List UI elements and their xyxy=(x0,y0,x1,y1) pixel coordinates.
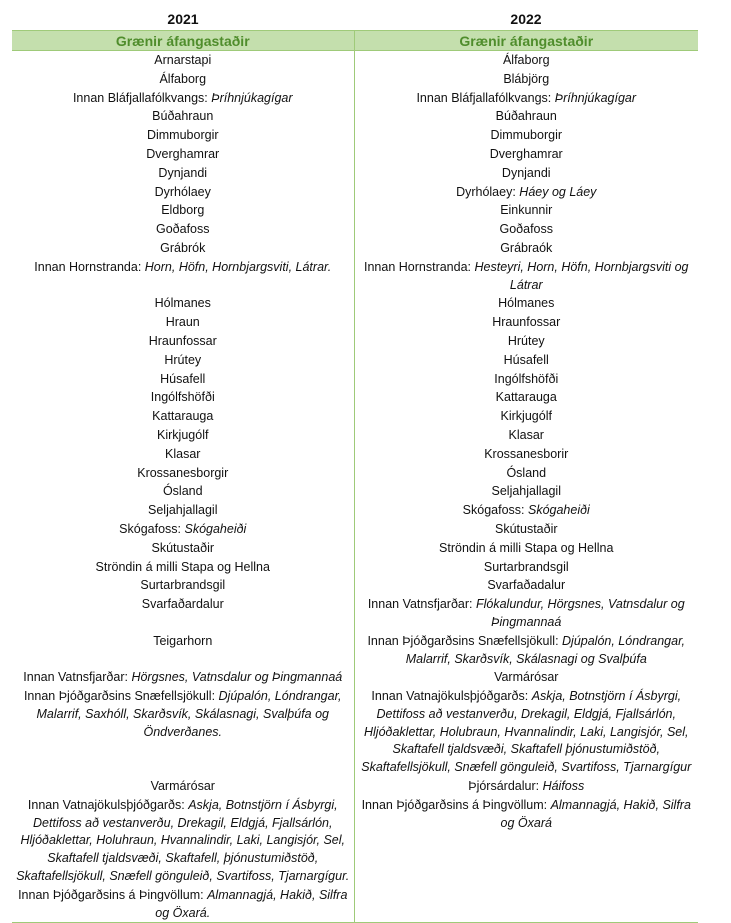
table-row xyxy=(12,520,698,539)
destination-2021-cell xyxy=(12,777,354,796)
destination-name-text: Eldborg xyxy=(161,203,205,218)
destination-2021-cell xyxy=(12,89,354,108)
destination-sites-text: Almannagjá, Hakið, Silfra og Öxará. xyxy=(155,887,348,920)
destination-2021-cell xyxy=(12,145,354,164)
destination-name-text: Arnarstapi xyxy=(154,53,212,67)
destination-name-text: Grábrók xyxy=(160,240,206,255)
destination-2022-cell xyxy=(354,687,698,777)
table-row xyxy=(12,595,698,632)
destination-name-text: Húsafell xyxy=(160,371,206,386)
destination-2022-cell xyxy=(354,239,698,258)
column-header-2021: Grænir áfangastaðir xyxy=(12,31,354,51)
destination-name-text: Svarfaðadalur xyxy=(487,578,566,593)
year-header-row xyxy=(12,8,698,31)
table-row xyxy=(12,632,698,669)
destination-2021-cell xyxy=(12,464,354,483)
destination-name-text: Blábjörg xyxy=(503,71,550,86)
destination-2022-cell xyxy=(354,796,698,886)
table-row xyxy=(12,482,698,501)
destination-2021-cell xyxy=(12,351,354,370)
destination-2022-cell xyxy=(354,388,698,407)
year-2022-heading: 2022 xyxy=(510,11,542,27)
destination-name-text: Dverghamrar xyxy=(489,146,563,161)
table-row xyxy=(12,258,698,295)
destination-sites-text: Askja, Botnstjörn í Ásbyrgi, Dettifoss að vestanverðu, Drekagil, Eldgjá, Fjallsárlón, Hljóðaklettar, Holuhraun, Hvannalindir, Laki, Langisjór, Sel, Skaftafell tjaldsvæði, Skaftafell, þjónustumiðstöð, Skaftafellsjökull, Snæfell gönguleið, Svartifoss, Tjarnargígur. xyxy=(16,797,350,884)
destination-name-text: Seljahjallagil xyxy=(148,503,218,518)
destination-2022-cell xyxy=(354,313,698,332)
table-row xyxy=(12,539,698,558)
destination-sites-text: Djúpalón, Lóndrangar, Malarrif, Skarðsvík, Skálasnagi og Svalþúfa xyxy=(405,633,686,666)
destination-name-text: Varmárósar xyxy=(150,779,215,794)
destination-name-text: Seljahjallagil xyxy=(491,484,561,499)
destination-2021-cell xyxy=(12,107,354,126)
destination-name-text: Klasar xyxy=(165,446,201,461)
destinations-table xyxy=(12,8,698,923)
destination-name-text: Skógafoss: xyxy=(462,503,528,518)
table-row xyxy=(12,239,698,258)
table-row xyxy=(12,164,698,183)
destination-2021-cell xyxy=(12,632,354,669)
destination-sites-text: Háifoss xyxy=(542,779,585,794)
destination-name-text: Hraunfossar xyxy=(148,333,217,348)
destination-name-text: Dverghamrar xyxy=(146,146,220,161)
destination-name-text: Innan Vatnsfjarðar: xyxy=(367,597,476,612)
destination-name-text: Ingólfshöfði xyxy=(150,390,215,405)
destination-2021-cell xyxy=(12,886,354,923)
destination-name-text: Hólmanes xyxy=(154,296,211,311)
year-2021-heading: 2021 xyxy=(167,11,199,27)
destination-2022-cell xyxy=(354,70,698,89)
table-row xyxy=(12,558,698,577)
destination-name-text: Einkunnir xyxy=(500,203,553,218)
destination-name-text: Innan Þjóðgarðsins á Þingvöllum: xyxy=(361,797,551,812)
destination-2021-cell xyxy=(12,201,354,220)
destination-2022-cell xyxy=(354,294,698,313)
destination-2021-cell xyxy=(12,407,354,426)
destination-name-text: Innan Hornstranda: xyxy=(364,259,475,274)
destination-2021-cell xyxy=(12,258,354,295)
column-header-2022: Grænir áfangastaðir xyxy=(354,31,698,51)
destination-name-text: Kirkjugólf xyxy=(157,427,209,442)
green-header-row xyxy=(12,31,698,51)
destination-2021-cell xyxy=(12,576,354,595)
destination-name-text: Innan Þjóðgarðsins á Þingvöllum: xyxy=(18,887,208,902)
destination-2021-cell xyxy=(12,426,354,445)
table-row xyxy=(12,886,698,923)
destination-name-text: Innan Bláfjallafólkvangs: xyxy=(72,90,212,105)
destination-2022-cell xyxy=(354,126,698,145)
table-row xyxy=(12,426,698,445)
table-row xyxy=(12,89,698,108)
table-row xyxy=(12,294,698,313)
destination-name-text: Varmárósar xyxy=(494,670,559,685)
destination-name-text: Kirkjugólf xyxy=(500,409,552,424)
table-row xyxy=(12,201,698,220)
destination-2021-cell xyxy=(12,70,354,89)
destination-name-text: Búðahraun xyxy=(152,109,214,124)
table-row xyxy=(12,51,698,70)
destination-sites-text: Horn, Höfn, Hornbjargsviti, Látrar. xyxy=(144,259,332,274)
table-row xyxy=(12,313,698,332)
destination-sites-text: Askja, Botnstjörn í Ásbyrgi, Dettifoss að vestanverðu, Drekagil, Eldgjá, Fjallsárlón, Hljóðaklettar, Holubraun, Hvannalindir, Laki, Langisjór, Sel, Skaftafell tjaldsvæði, Skaftafell þjónustumiðstöð, Skaftafellsjökull, Snæfell gönguleið, Svartifoss, Tjarnargígur xyxy=(361,689,692,775)
table-row xyxy=(12,145,698,164)
destination-name-text: Ingólfshöfði xyxy=(494,371,559,386)
destination-name-text: Hólmanes xyxy=(498,296,555,311)
table-row xyxy=(12,107,698,126)
destination-2022-cell xyxy=(354,886,698,923)
destination-sites-text: Þríhnjúkagígar xyxy=(211,90,293,105)
destination-name-text: Dimmuborgir xyxy=(146,128,219,143)
table-row xyxy=(12,351,698,370)
destination-2022-cell xyxy=(354,426,698,445)
destination-name-text: Þjórsárdalur: xyxy=(468,779,543,794)
destination-name-text: Innan Þjóðgarðsins Snæfellsjökull: xyxy=(367,633,563,648)
destination-sites-text: Þríhnjúkagígar xyxy=(554,90,637,105)
table-row xyxy=(12,777,698,796)
destination-name-text: Álfaborg xyxy=(502,53,550,67)
destination-name-text: Dimmuborgir xyxy=(490,128,563,143)
destination-2022-cell xyxy=(354,258,698,295)
destination-name-text: Krossanesborgir xyxy=(137,465,229,480)
destination-name-text: Innan Vatnajökulsþjóðgarðs: xyxy=(27,797,189,812)
destination-sites-text: Háey og Láey xyxy=(519,184,597,199)
destination-2021-cell xyxy=(12,388,354,407)
destination-2021-cell xyxy=(12,164,354,183)
destination-2021-cell xyxy=(12,595,354,632)
destination-2022-cell xyxy=(354,539,698,558)
destination-sites-text: Hörgsnes, Vatnsdalur og Þingmannaá xyxy=(131,670,343,685)
destination-2021-cell xyxy=(12,668,354,687)
destination-2022-cell xyxy=(354,407,698,426)
destination-name-text: Teigarhorn xyxy=(153,633,213,648)
destination-2022-cell xyxy=(354,351,698,370)
destination-2021-cell xyxy=(12,239,354,258)
destination-name-text: Ósland xyxy=(506,465,547,480)
table-row xyxy=(12,220,698,239)
table-row xyxy=(12,464,698,483)
destination-2021-cell xyxy=(12,370,354,389)
destination-name-text: Klasar xyxy=(508,427,544,442)
destination-name-text: Húsafell xyxy=(503,352,549,367)
destination-name-text: Hraunfossar xyxy=(492,315,561,330)
destination-2022-cell xyxy=(354,520,698,539)
table-row xyxy=(12,388,698,407)
destination-name-text: Hraun xyxy=(165,315,200,330)
destination-2021-cell xyxy=(12,294,354,313)
table-row xyxy=(12,576,698,595)
destination-2022-cell xyxy=(354,164,698,183)
destination-sites-text: Hesteyri, Horn, Höfn, Hornbjargsviti og Látrar xyxy=(474,259,689,292)
destination-2022-cell xyxy=(354,145,698,164)
destination-sites-text: Flókalundur, Hörgsnes, Vatnsdalur og Þingmannaá xyxy=(475,597,685,629)
table-row xyxy=(12,687,698,777)
destination-name-text: Svarfaðardalur xyxy=(141,597,224,612)
destination-name-text: Dyrhólaey: xyxy=(456,184,520,199)
destination-2022-cell xyxy=(354,332,698,351)
destination-2022-cell xyxy=(354,107,698,126)
destination-name-text: Skútustaðir xyxy=(151,540,215,555)
destination-2021-cell xyxy=(12,539,354,558)
destination-name-text: Krossanesborir xyxy=(484,446,569,461)
destination-name-text: Surtarbrandsgil xyxy=(483,559,569,574)
destination-2021-cell xyxy=(12,183,354,202)
destination-2021-cell xyxy=(12,220,354,239)
destination-2022-cell xyxy=(354,89,698,108)
destination-2022-cell xyxy=(354,51,698,70)
destination-name-text: Dynjandi xyxy=(158,165,208,180)
destination-name-text: Grábraók xyxy=(500,240,553,255)
table-row xyxy=(12,668,698,687)
destination-name-text: Ströndin á milli Stapa og Hellna xyxy=(439,540,614,555)
destination-sites-text: Skógaheiði xyxy=(184,521,247,536)
destination-2022-cell xyxy=(354,558,698,577)
destination-2021-cell xyxy=(12,313,354,332)
destination-name-text: Skútustaðir xyxy=(494,521,558,536)
destination-2021-cell xyxy=(12,796,354,886)
destination-name-text: Skógafoss: xyxy=(119,521,185,536)
destination-2022-cell xyxy=(354,201,698,220)
table-row xyxy=(12,407,698,426)
destination-name-text: Kattarauga xyxy=(152,409,214,424)
destination-name-text: Ströndin á milli Stapa og Hellna xyxy=(95,559,270,574)
destination-2021-cell xyxy=(12,445,354,464)
destination-name-text: Hrútey xyxy=(164,352,202,367)
destination-name-text: Goðafoss xyxy=(155,222,210,237)
destination-name-text: Innan Hornstranda: xyxy=(34,259,145,274)
destination-name-text: Surtarbrandsgil xyxy=(140,578,226,593)
destination-name-text: Innan Vatnsfjarðar: xyxy=(23,670,132,685)
destination-sites-text: Skógaheiði xyxy=(527,503,590,518)
destination-2022-cell xyxy=(354,464,698,483)
table-row xyxy=(12,501,698,520)
destination-sites-text: Djúpalón, Lóndrangar, Malarrif, Saxhóll, Skarðsvík, Skálasnagi, Svalþúfa og Öndverðanes. xyxy=(36,689,342,739)
destination-2022-cell xyxy=(354,501,698,520)
destination-2021-cell xyxy=(12,332,354,351)
destination-2022-cell xyxy=(354,183,698,202)
destination-2022-cell xyxy=(354,632,698,669)
destination-2021-cell xyxy=(12,687,354,777)
destination-name-text: Álfaborg xyxy=(159,71,207,86)
destination-name-text: Innan Vatnajökulsþjóðgarðs: xyxy=(371,689,532,704)
table-row xyxy=(12,70,698,89)
destination-2021-cell xyxy=(12,520,354,539)
destination-name-text: Búðahraun xyxy=(495,109,557,124)
table-row xyxy=(12,126,698,145)
destination-sites-text: Almannagjá, Hakið, Silfra og Öxará xyxy=(500,797,691,830)
destination-name-text: Ósland xyxy=(162,484,203,499)
destination-name-text: Innan Þjóðgarðsins Snæfellsjökull: xyxy=(23,689,219,704)
destination-name-text: Innan Bláfjallafólkvangs: xyxy=(416,90,555,105)
table-body xyxy=(12,51,698,923)
destination-2021-cell xyxy=(12,482,354,501)
destination-2022-cell xyxy=(354,668,698,687)
table-row xyxy=(12,332,698,351)
destination-name-text: Kattarauga xyxy=(495,390,557,405)
table-row xyxy=(12,445,698,464)
destination-name-text: Hrútey xyxy=(507,333,545,348)
table-row xyxy=(12,370,698,389)
destination-name-text: Dynjandi xyxy=(501,165,551,180)
destination-2022-cell xyxy=(354,370,698,389)
table-row xyxy=(12,183,698,202)
destination-name-text: Dyrhólaey xyxy=(154,184,211,199)
destination-2022-cell xyxy=(354,482,698,501)
destination-2021-cell xyxy=(12,51,354,70)
destination-2022-cell xyxy=(354,445,698,464)
destination-2022-cell xyxy=(354,777,698,796)
destination-2021-cell xyxy=(12,126,354,145)
destination-2021-cell xyxy=(12,501,354,520)
destination-2022-cell xyxy=(354,220,698,239)
destination-2022-cell xyxy=(354,595,698,632)
table-row xyxy=(12,796,698,886)
destination-2022-cell xyxy=(354,576,698,595)
destination-name-text: Goðafoss xyxy=(499,222,553,237)
destination-2021-cell xyxy=(12,558,354,577)
